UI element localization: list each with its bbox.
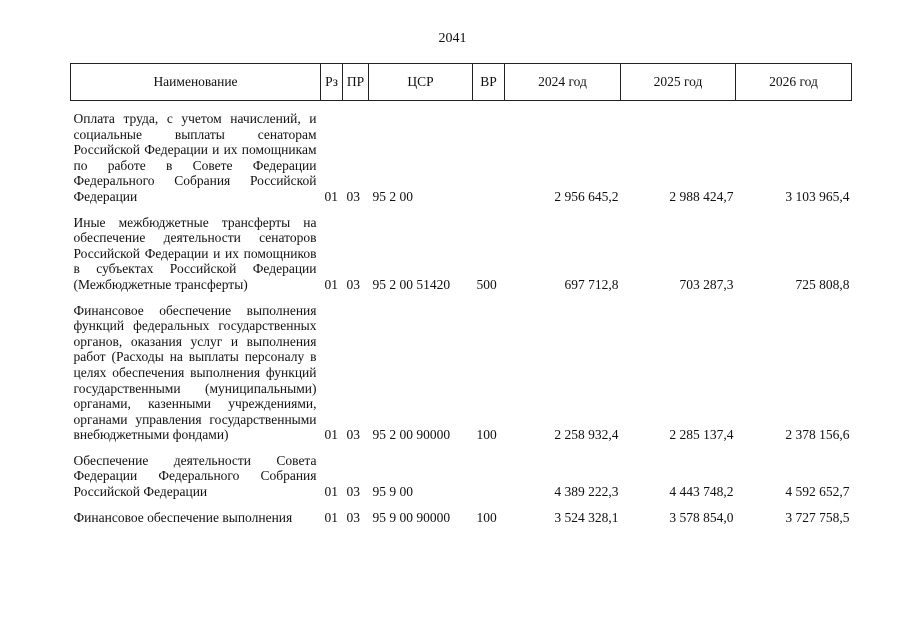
table-row xyxy=(71,500,852,526)
row-pr: 03 xyxy=(346,427,360,443)
row-vr xyxy=(473,443,505,500)
header-pr: ПР xyxy=(343,64,369,101)
header-csr: ЦСР xyxy=(369,64,473,101)
row-csr: 95 2 00 xyxy=(372,188,413,204)
header-name: Наименование xyxy=(71,64,321,101)
row-pr: 03 xyxy=(346,484,360,500)
row-pr: 03 xyxy=(346,276,360,292)
row-csr: 95 2 00 90000 xyxy=(372,427,451,443)
row-vr xyxy=(473,101,505,205)
row-rz: 01 xyxy=(324,509,338,525)
header-2026: 2026 год xyxy=(736,64,852,101)
row-2024: 697 712,8 xyxy=(564,276,619,292)
row-rz: 01 xyxy=(324,484,338,500)
row-2026: 4 592 652,7 xyxy=(785,484,850,500)
row-name: Обеспечение деятельности Совета Федерации Федерального Собрания Российской Федерации xyxy=(73,452,317,500)
header-vr: ВР xyxy=(473,64,505,101)
row-rz: 01 xyxy=(324,427,338,443)
table-row xyxy=(71,101,852,205)
row-csr: 95 9 00 xyxy=(372,484,413,500)
page-number: 2041 xyxy=(438,31,467,46)
header-2025: 2025 год xyxy=(621,64,736,101)
row-2026: 3 103 965,4 xyxy=(785,188,850,204)
row-name: Финансовое обеспечение выполнения xyxy=(73,509,293,525)
row-2024: 2 258 932,4 xyxy=(554,427,619,443)
header-rz: Рз xyxy=(321,64,343,101)
row-2025: 3 578 854,0 xyxy=(669,509,734,525)
row-2025: 2 285 137,4 xyxy=(669,427,734,443)
row-2024: 4 389 222,3 xyxy=(554,484,619,500)
row-pr: 03 xyxy=(346,509,360,525)
row-csr: 95 9 00 90000 xyxy=(372,509,451,525)
table-row xyxy=(71,443,852,500)
row-rz: 01 xyxy=(324,188,338,204)
row-pr: 03 xyxy=(346,188,360,204)
row-name: Иные межбюджетные трансферты на обеспечение деятельности сенаторов Российской Федерации и их помощников в субъектах Российской Федерации (Межбюджетные трансферты) xyxy=(73,214,317,292)
row-2025: 703 287,3 xyxy=(679,276,734,292)
table-row xyxy=(71,205,852,293)
table-header-row xyxy=(71,64,852,101)
row-2026: 725 808,8 xyxy=(795,276,850,292)
row-name: Оплата труда, с учетом начислений, и социальные выплаты сенаторам Российской Федерации и их помощникам по работе в Совете Федерации Федерального Собрания Российской Федерации xyxy=(73,111,317,204)
row-2025: 2 988 424,7 xyxy=(669,188,734,204)
table-row xyxy=(71,293,852,443)
row-csr: 95 2 00 51420 xyxy=(372,276,451,292)
row-2025: 4 443 748,2 xyxy=(669,484,734,500)
row-2026: 2 378 156,6 xyxy=(785,427,850,443)
row-vr: 100 xyxy=(476,427,497,443)
row-2024: 2 956 645,2 xyxy=(554,188,619,204)
row-vr: 100 xyxy=(476,509,497,525)
row-2024: 3 524 328,1 xyxy=(554,509,619,525)
row-name: Финансовое обеспечение выполнения функций федеральных государственных органов, оказания услуг и выполнения работ (Расходы на выплаты персоналу в целях обеспечения выполнения функций государственными (муниципальными) органами, казенными учреждениями, органами управления государственными внебюджетными фондами) xyxy=(73,302,317,443)
row-vr: 500 xyxy=(476,276,497,292)
budget-table xyxy=(70,63,852,525)
header-2024: 2024 год xyxy=(505,64,621,101)
row-rz: 01 xyxy=(324,276,338,292)
row-2026: 3 727 758,5 xyxy=(785,509,850,525)
